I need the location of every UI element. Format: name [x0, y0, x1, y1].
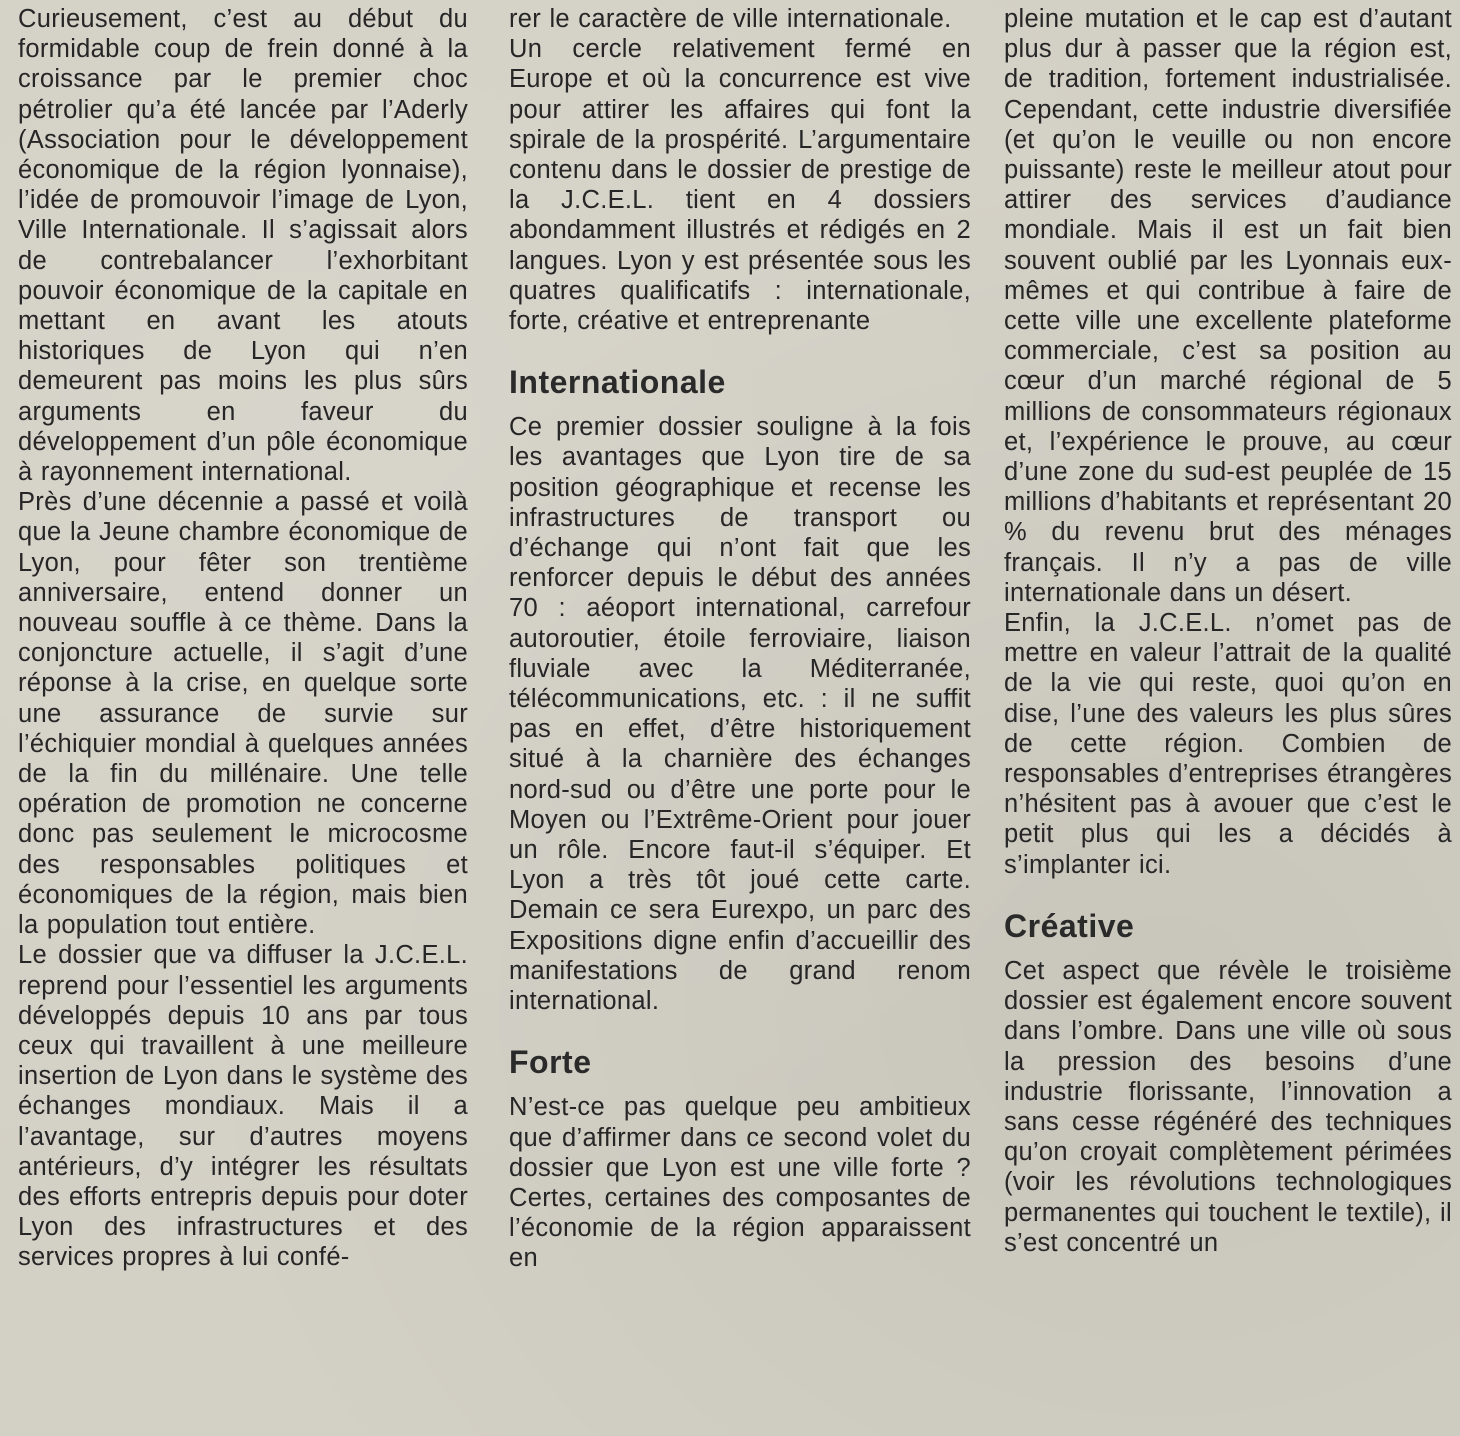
article-column-2 — [509, 4, 971, 1274]
article-paragraph: Près d’une décennie a passé et voilà que la Jeune chambre économique de Lyon, pour fêter son trentième anniversaire, entend donner un nouveau souffle à ce thème. Dans la conjoncture actuelle, il s’agit d’une réponse à la crise, en quelque sorte une assurance de survie sur l’échiquier mondial à quelques années de la fin du millénaire. Une telle opération de promotion ne concerne donc pas seulement le microcosme des responsables politiques et économiques de la région, mais bien la population tout entière. — [18, 488, 468, 940]
article-paragraph: Enfin, la J.C.E.L. n’omet pas de mettre en valeur l’attrait de la qualité de la vie qui reste, quoi qu’on en dise, l’une des valeurs les plus sûres de cette région. Combien de responsables d’entreprises étrangères n’hésitent pas à avouer que c’est le petit plus qui les a décidés à s’implanter ici. — [1004, 609, 1452, 879]
article-paragraph: Un cercle relativement fermé en Europe et où la concurrence est vive pour attirer les affaires qui font la spirale de la prospérité. L’argumentaire contenu dans le dossier de prestige de la J.C.E.L. tient en 4 dossiers abondamment illustrés et rédigés en 2 langues. Lyon y est présentée sous les quatres qualificatifs : internationale, forte, créative et entreprenante — [509, 35, 971, 336]
article-paragraph: pleine mutation et le cap est d’autant plus dur à passer que la région est, de tradition, fortement industrialisée. Cependant, cette industrie diversifiée (et qu’on le veuille ou non encore puissante) reste le meilleur atout pour attirer des services d’audiance mondiale. Mais il est un fait bien souvent oublié par les Lyonnais eux-mêmes et qui contribue à faire de cette ville une excellente plateforme commerciale, c’est sa position au cœur d’un marché régional de 5 millions de consommateurs régionaux et, l’expérience le prouve, au cœur d’une zone du sud-est peuplée de 15 millions d’habitants et représentant 20 % du revenu brut des ménages français. Il n’y a pas de ville internationale dans un désert. — [1004, 5, 1452, 607]
section-heading: Forte — [509, 1044, 592, 1081]
article-paragraph: N’est-ce pas quelque peu ambitieux que d’affirmer dans ce second volet du dossier que Lyon est une ville forte ? Certes, certaines des composantes de l’économie de la région apparaissent en — [509, 1093, 971, 1273]
article-column-1 — [18, 4, 468, 1273]
article-paragraph: Curieusement, c’est au début du formidable coup de frein donné à la croissance par le premier choc pétrolier qu’a été lancée par l’Aderly (Association pour le développement économique de la région lyonnaise), l’idée de promouvoir l’image de Lyon, Ville Internationale. Il s’agissait alors de contrebalancer l’exhorbitant pouvoir économique de la capitale en mettant en avant les atouts historiques de Lyon qui n’en demeurent pas moins les plus sûrs arguments en faveur du développement d’un pôle économique à rayonnement international. — [18, 5, 468, 487]
article-paragraph: Ce premier dossier souligne à la fois les avantages que Lyon tire de sa position géographique et recense les infrastructures de transport ou d’échange qui n’ont fait que les renforcer depuis le début des années 70 : aéoport international, carrefour autoroutier, étoile ferroviaire, liaison fluviale avec la Méditerranée, télécommunications, etc. : il ne suffit pas en effet, d’être historiquement situé à la charnière des échanges nord-sud ou d’être une porte pour le Moyen ou l’Extrême-Orient pour jouer un rôle. Encore faut-il s’équiper. Et Lyon a très tôt joué cette carte. Demain ce sera Eurexpo, un parc des Expositions digne enfin d’accueillir des manifestations de grand renom international. — [509, 413, 971, 1016]
article-paragraph: rer le caractère de ville internationale. — [509, 5, 952, 33]
section-heading: Créative — [1004, 907, 1135, 944]
article-paragraph: Le dossier que va diffuser la J.C.E.L. reprend pour l’essentiel les arguments développés depuis 10 ans par tous ceux qui travaillent à une meilleure insertion de Lyon dans le système des échanges mondiaux. Mais il a l’avantage, sur d’autres moyens antérieurs, d’y intégrer les résultats des efforts entrepris depuis pour doter Lyon des infrastructures et des services propres à lui confé- — [18, 941, 468, 1272]
article-paragraph: Cet aspect que révèle le troisième dossier est également encore souvent dans l’ombre. Dans une ville où sous la pression des besoins d’une industrie florissante, l’innovation a sans cesse régénéré des techniques qu’on croyait complètement périmées (voir les révolutions technologiques permanentes qui touchent le textile), il s’est concentré un — [1004, 956, 1452, 1257]
article-column-3 — [1004, 4, 1452, 1258]
section-heading: Internationale — [509, 364, 726, 401]
